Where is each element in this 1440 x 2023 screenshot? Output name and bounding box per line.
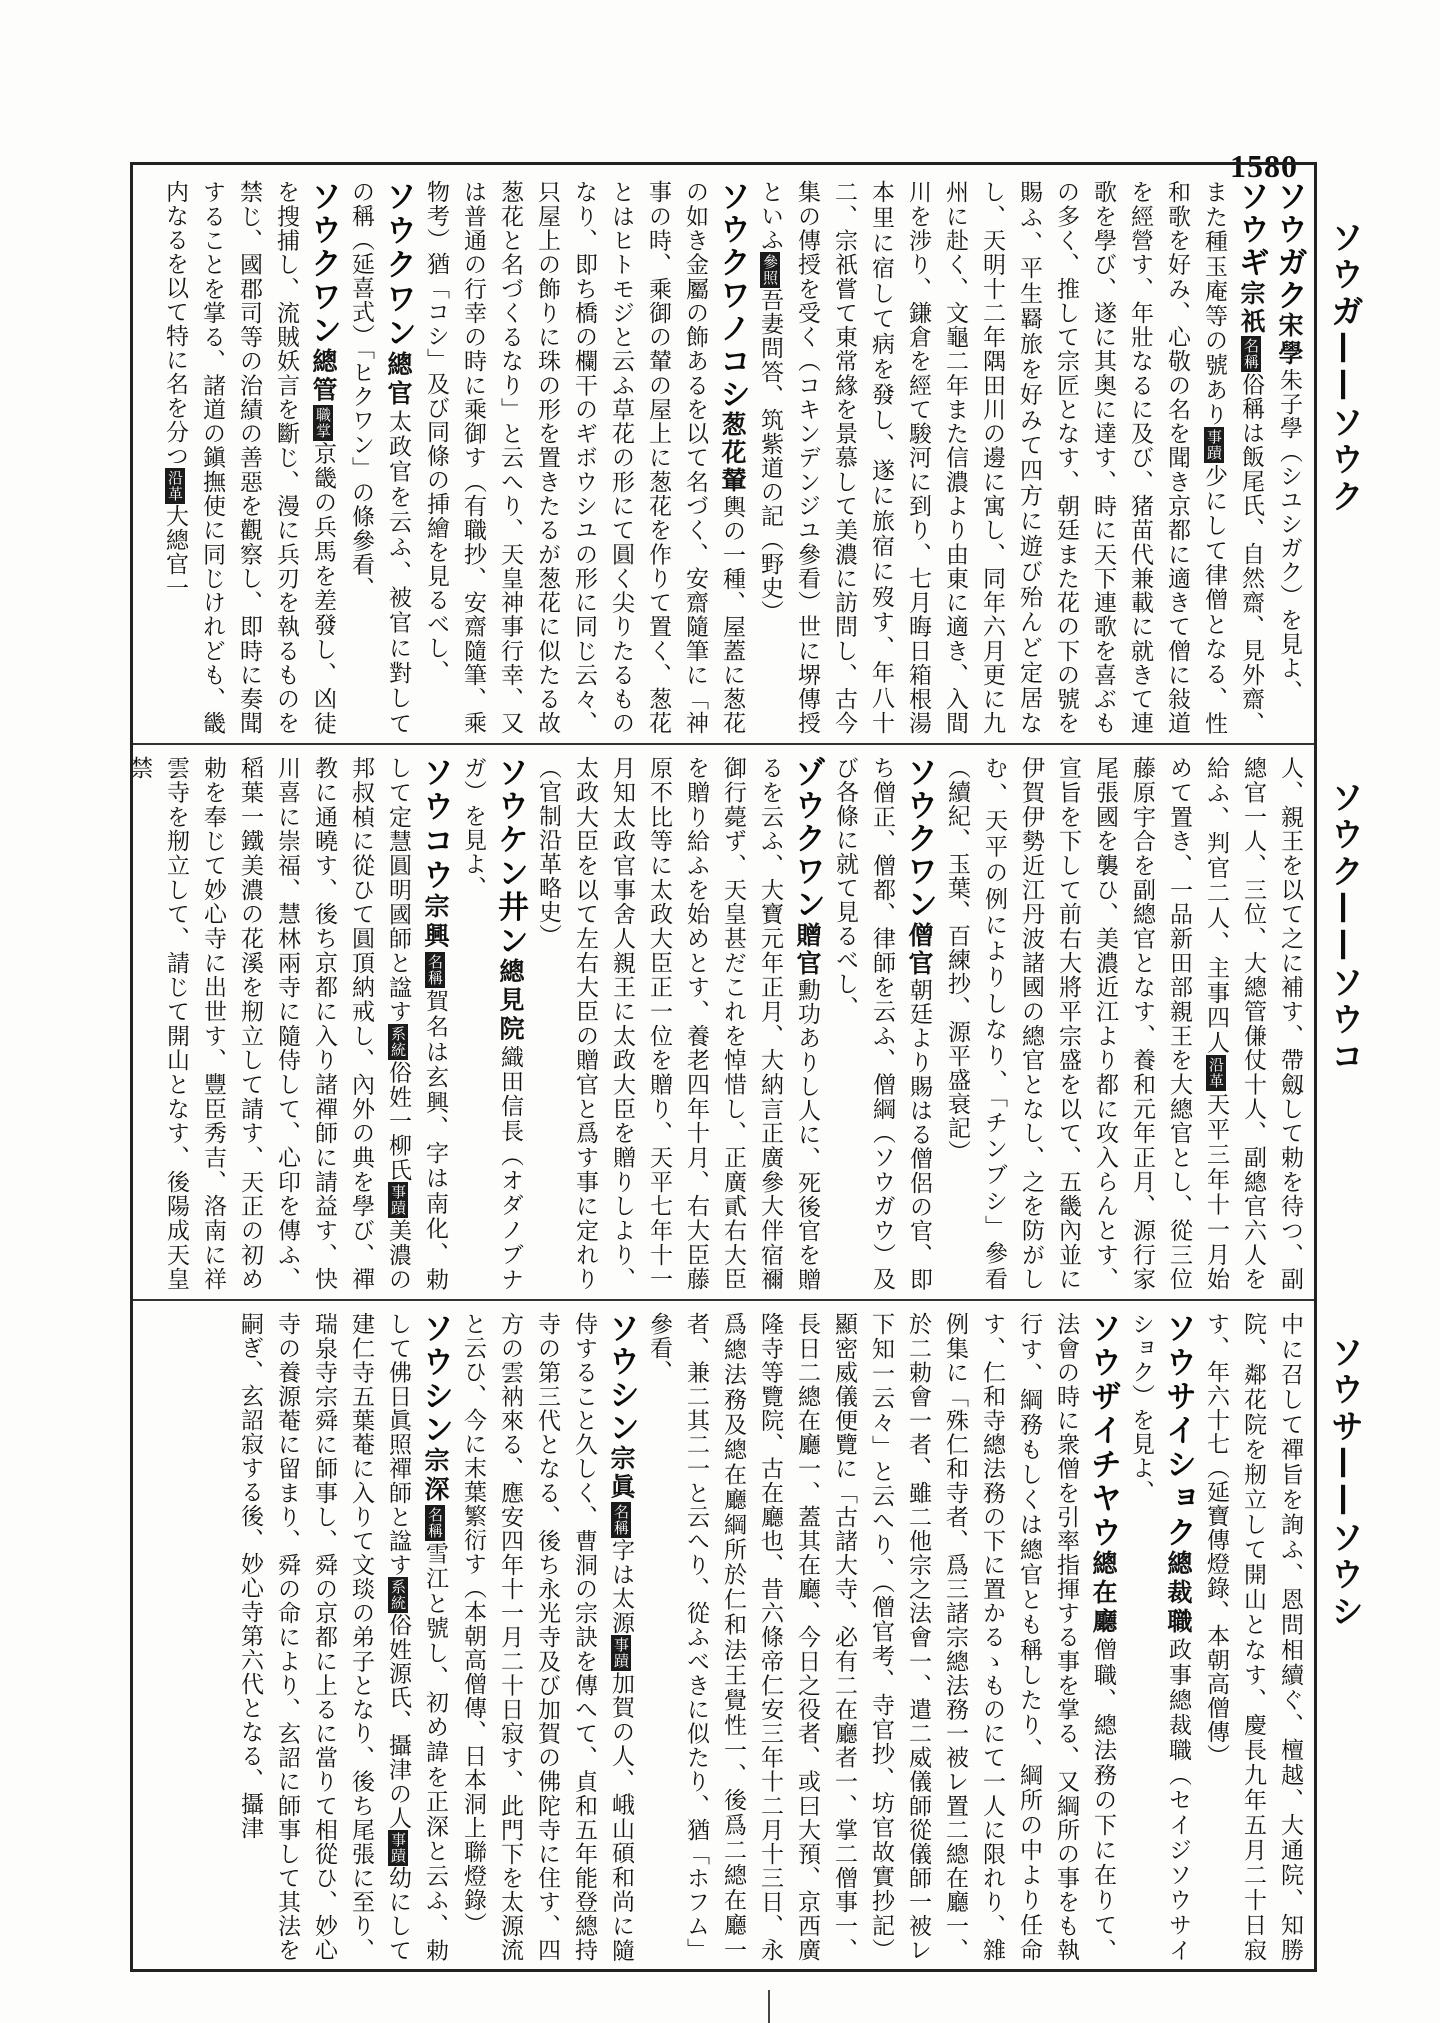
entry-headword: ソウコウ <box>417 756 453 894</box>
dictionary-entry <box>826 756 938 1291</box>
dictionary-entry <box>1270 180 1308 735</box>
dictionary-entry <box>417 180 751 735</box>
entry-body: 織田信長（オダノブナガ）を見よ、 <box>460 756 523 1292</box>
running-head: ソウガ——ソウク <box>1326 220 1365 516</box>
label-marker: 系統 <box>389 1578 407 1611</box>
entry-body: 美濃の邦叔楨に從ひて圓頂納戒し、內外の典を學び、禪教に通曉す、後ち京都に入り諸禪師に請益す、快川喜に崇福、慧林兩寺に隨侍して、心印を傳ふ、稻葉一鐵美濃の花溪を剏立して請す、天正の初め勅を奉じて妙心寺に出世す、豐臣秀吉、洛南に祥雲寺を剏立して、請じて開山となす、後陽成天皇禁 <box>126 756 411 1292</box>
entry-kanji: 總官 <box>384 350 413 410</box>
entry-body: 俗姓一柳氏 <box>385 1059 411 1182</box>
dictionary-entry <box>1122 1312 1197 1962</box>
entry-body: 朝廷より賜はる僧侶の官、即ち僧正、僧都、律師を云ふ、僧綱（ソウガウ）及び各條に就て見るべし、 <box>832 756 932 1292</box>
entry-body: 少にして律僧となる、性和歌を好み、心敬の名を聞き京都に適きて僧に敍道を經營す、年壯なるに及び、猪苗代兼載に就きて連歌を學び、遂に其奥に達す、時に天下連歌を喜ぶもの多く、推して宗匠となす、朝廷また花の下の號を賜ふ、平生羇旅を好みて四方に遊び殆んど定居なし、天明十二年隅田川の邊に寓し、同年六月更に九州に赴く、文龜二年また信濃より由東に適き、入間川を涉り、鎌倉を經て駿河に到り、七月晦日箱根湯本里に宿して病を發し、遂に旅宿に歿す、年八十二、宗祇嘗て東常緣を景慕して美濃に訪問し、古今集の傳授を受く（コキンデンジユ參看）世に堺傳授といふ <box>757 180 1227 736</box>
running-head: ソウク——ソウコ <box>1326 780 1365 1076</box>
dictionary-entry <box>231 1312 454 1962</box>
label-marker: 事蹟 <box>389 1831 407 1864</box>
entry-headword: ソウシン <box>417 1312 453 1448</box>
dictionary-entry <box>454 1312 640 1962</box>
label-marker: 事蹟 <box>1205 429 1223 462</box>
entry-headword: ソウサイショク <box>1160 1312 1196 1551</box>
dictionary-entry <box>1197 1312 1308 1962</box>
entry-body: 大總官一 <box>162 504 188 600</box>
entry-body: 字は太源 <box>608 1537 634 1635</box>
entry-headword: ソウザイチヤウ <box>1085 1312 1121 1551</box>
entry-body: 雪江と號し、初め諱を正深と云ふ、勅して佛日眞照禪師と諡す <box>385 1312 448 1963</box>
dictionary-entry <box>342 180 417 735</box>
entry-body: 太政官を云ふ、被官に對しての稱（延喜式）「ヒクワン」の條參看、 <box>348 180 411 736</box>
entry-body: 政事總裁職（セイジソウサイショク）を見よ、 <box>1128 1312 1191 1963</box>
entry-body: 俗稱は飯尾氏、自然齋、見外齋、また種玉庵等の號あり <box>1201 180 1264 736</box>
dictionary-section <box>140 180 1308 735</box>
entry-headword: ソウクワン <box>901 756 937 922</box>
dictionary-entry <box>938 756 1308 1291</box>
entry-body: 幼にして建仁寺五葉菴に入りて文琰の弟子となり、後ち尾張に至り、瑞泉寺宗舜に師事し、舜の京都に上るに當りて相從ひ、妙心寺の養源菴に留まり、舜の命により、玄詔に師事して其法を嗣ぎ、玄詔寂する後、妙心寺第六代となる、攝津 <box>237 1312 411 1963</box>
label-marker: 系統 <box>389 1025 407 1058</box>
entry-body: 俗姓源氏、攝津の人 <box>385 1612 411 1830</box>
entry-body: 朱子學（シユシガク）を見よ、 <box>1276 368 1302 704</box>
label-marker: 名稱 <box>426 1506 444 1539</box>
label-marker: 職掌 <box>314 406 332 439</box>
entry-headword: ソウクワノコシ <box>714 180 750 411</box>
entry-body: 加賀の人、峨山碩和尚に隨侍すること久しく、曹洞の宗訣を傳へて、貞和五年能登總持寺の第三代となる、後ち永光寺及び加賀の佛陀寺に住す、四方の雲衲來る、應安四年十一月二十日寂す、此門下を太源流と云ひ、今に末葉繁衍す（本朝高僧傳、日本洞上聯燈錄） <box>460 1312 634 1963</box>
entry-body: 勳功ありし人に、死後官を贈るを云ふ、大寶元年正月、大納言正廣參大伴宿禰御行薨ず、天皇甚だこれを悼惜し、正廣貳右大臣を贈り給ふを始めとす、養老四年十月、右大臣藤原不比等に太政大臣正一位を贈り、天平七年十一月知太政官事舍人親王に太政大臣を贈りしより、太政大臣を以て左右大臣の贈官と爲す事に定れり（官制沿革略史） <box>535 756 820 1292</box>
entry-headword: ソウギ <box>1233 180 1269 280</box>
dictionary-entry <box>156 180 342 735</box>
entry-kanji: 宗興 <box>421 893 450 952</box>
label-marker: 名稱 <box>1242 338 1260 371</box>
entry-headword: ソウガク <box>1271 180 1307 312</box>
label-marker: 名稱 <box>612 1503 630 1536</box>
entry-headword: ゾウクワン <box>789 756 825 922</box>
entry-body: 賀名は玄興、字は南化、勅して定慧圓明國師と諡す <box>385 756 448 1292</box>
entry-headword: ソウクワン <box>305 180 341 348</box>
entry-body: 輿の一種、屋蓋に葱花の如き金屬の飾あるを以て名づく、安齋隨筆に「神事の時、乘御の輦の屋上に葱花を作りて置く、葱花とはヒトモジと云ふ草花の形にて圓く尖りたるものなり、即ち橋の欄干のギボウシユの形に同じ云々、只屋上の飾りに珠の形を置きたるが葱花に似たる故葱花と名づくるなり」と云へり、天皇神事行幸、又は普通の行幸の時に乘御す（有職抄、安齋隨筆、乘物考）猶「コシ」及び同條の挿繪を見るべし、 <box>423 180 745 735</box>
entry-headword: ソウクワン <box>380 180 416 351</box>
entry-headword: ソウケン井ン <box>492 756 528 959</box>
label-marker: 名稱 <box>426 953 444 986</box>
entry-body: 人、親王を以て之に補す、帶劔して勅を待つ、副總官一人、三位、大總管傔仗十人、副總官六人を給ふ、判官二人、主事四人 <box>1203 756 1303 1291</box>
entry-kanji: 總管 <box>309 347 338 405</box>
section-divider <box>133 743 1314 745</box>
entry-kanji: 宗深 <box>421 1447 450 1505</box>
entry-kanji: 葱花輦 <box>718 411 747 495</box>
dictionary-entry <box>751 180 1270 735</box>
label-marker: 沿革 <box>1207 1057 1225 1090</box>
dictionary-entry <box>454 756 529 1291</box>
entry-body: 僧職、總法務の下に在りて、法會の時に衆僧を引率指揮する事を掌る、又綱所の事をも執行す、綱務もしくは總官とも稱したり、綱所の中より任命す、仁和寺總法務の下に置かるゝものにて一人に限れり、雜例集に「殊仁和寺者、爲三諸宗總法務一被レ置二總在廳一、於二勅會一者、雖二他宗之法會一、遣二威儀師從儀師一被レ下知一云々」と云へり、（僧官考、寺官抄、坊官故實抄記）顯密威儀便覽に「古諸大寺、必有二在廳者一、掌二僧事一、長日二總在廳一、蓋其在廳、今日之役者、或曰大預、京西廣隆寺等覽院、古在廳也、昔六條帝仁安三年十二月十三日、永爲總法務及總在廳綱所於仁和法王覺性一、後爲二總在廳一者、兼二其二一と云へり、從ふべきに似たり、猶「ホフム」參看、 <box>646 1312 1116 1963</box>
dictionary-entry <box>640 1312 1122 1962</box>
entry-kanji: 贈官 <box>793 921 822 978</box>
entry-body: 吾妻問答、筑紫道の記（野史） <box>757 288 783 624</box>
label-marker: 參照 <box>761 254 779 286</box>
entry-body: 中に召して禪旨を詢ふ、恩問相續ぐ、檀越、大通院、知勝院、鄰花院を剏立して開山となす、慶長九年五月二十日寂す、年六十七（延寶傳燈錄、本朝高僧傳） <box>1203 1312 1303 1962</box>
dictionary-entry <box>120 756 454 1291</box>
label-marker: 沿革 <box>166 470 184 502</box>
running-head: ソウサ——ソウシ <box>1326 1335 1365 1631</box>
label-marker: 事蹟 <box>612 1636 630 1669</box>
entry-kanji: 宗祇 <box>1237 279 1266 337</box>
binding-mark <box>768 1990 770 2023</box>
dictionary-entry <box>529 756 826 1291</box>
page-number: 1580 <box>1230 148 1298 184</box>
entry-kanji: 宗眞 <box>607 1445 636 1502</box>
entry-body: 天平三年十一月始めて置き、一品新田部親王を大總官とし、從三位藤原宇合を副總官となす、養和元年正月、源行家尾張國を襲ひ、美濃近江より都に攻入らんとす、宣旨を下して前右大將平宗盛を以て、五畿內並に伊賀伊勢近江丹波諸國の總官となし、之を防がしむ、天平の例によりしなり、「チンブシ」參看（續紀、玉葉、百練抄、源平盛衰記） <box>944 756 1229 1292</box>
section-divider <box>133 1299 1314 1301</box>
entry-kanji: 總在廳 <box>1089 1550 1118 1638</box>
dictionary-section <box>140 1312 1308 1962</box>
dictionary-section <box>126 756 1308 1292</box>
entry-body: 京畿の兵馬を差發し、凶徒を搜捕し、流賊妖言を斷じ、漫に兵刃を執るものを禁じ、國郡司等の治績の善惡を觀察し、即時に奏聞することを掌る、諸道の鎭撫使に同じけれども、畿内なるを以て特に名を分つ <box>162 180 336 736</box>
entry-kanji: 宋學 <box>1275 312 1304 368</box>
entry-headword: ソウシン <box>603 1312 639 1446</box>
entry-kanji: 總見院 <box>496 958 525 1045</box>
entry-kanji: 總裁職 <box>1164 1550 1193 1638</box>
label-marker: 事蹟 <box>389 1183 407 1216</box>
entry-kanji: 僧官 <box>905 921 934 978</box>
